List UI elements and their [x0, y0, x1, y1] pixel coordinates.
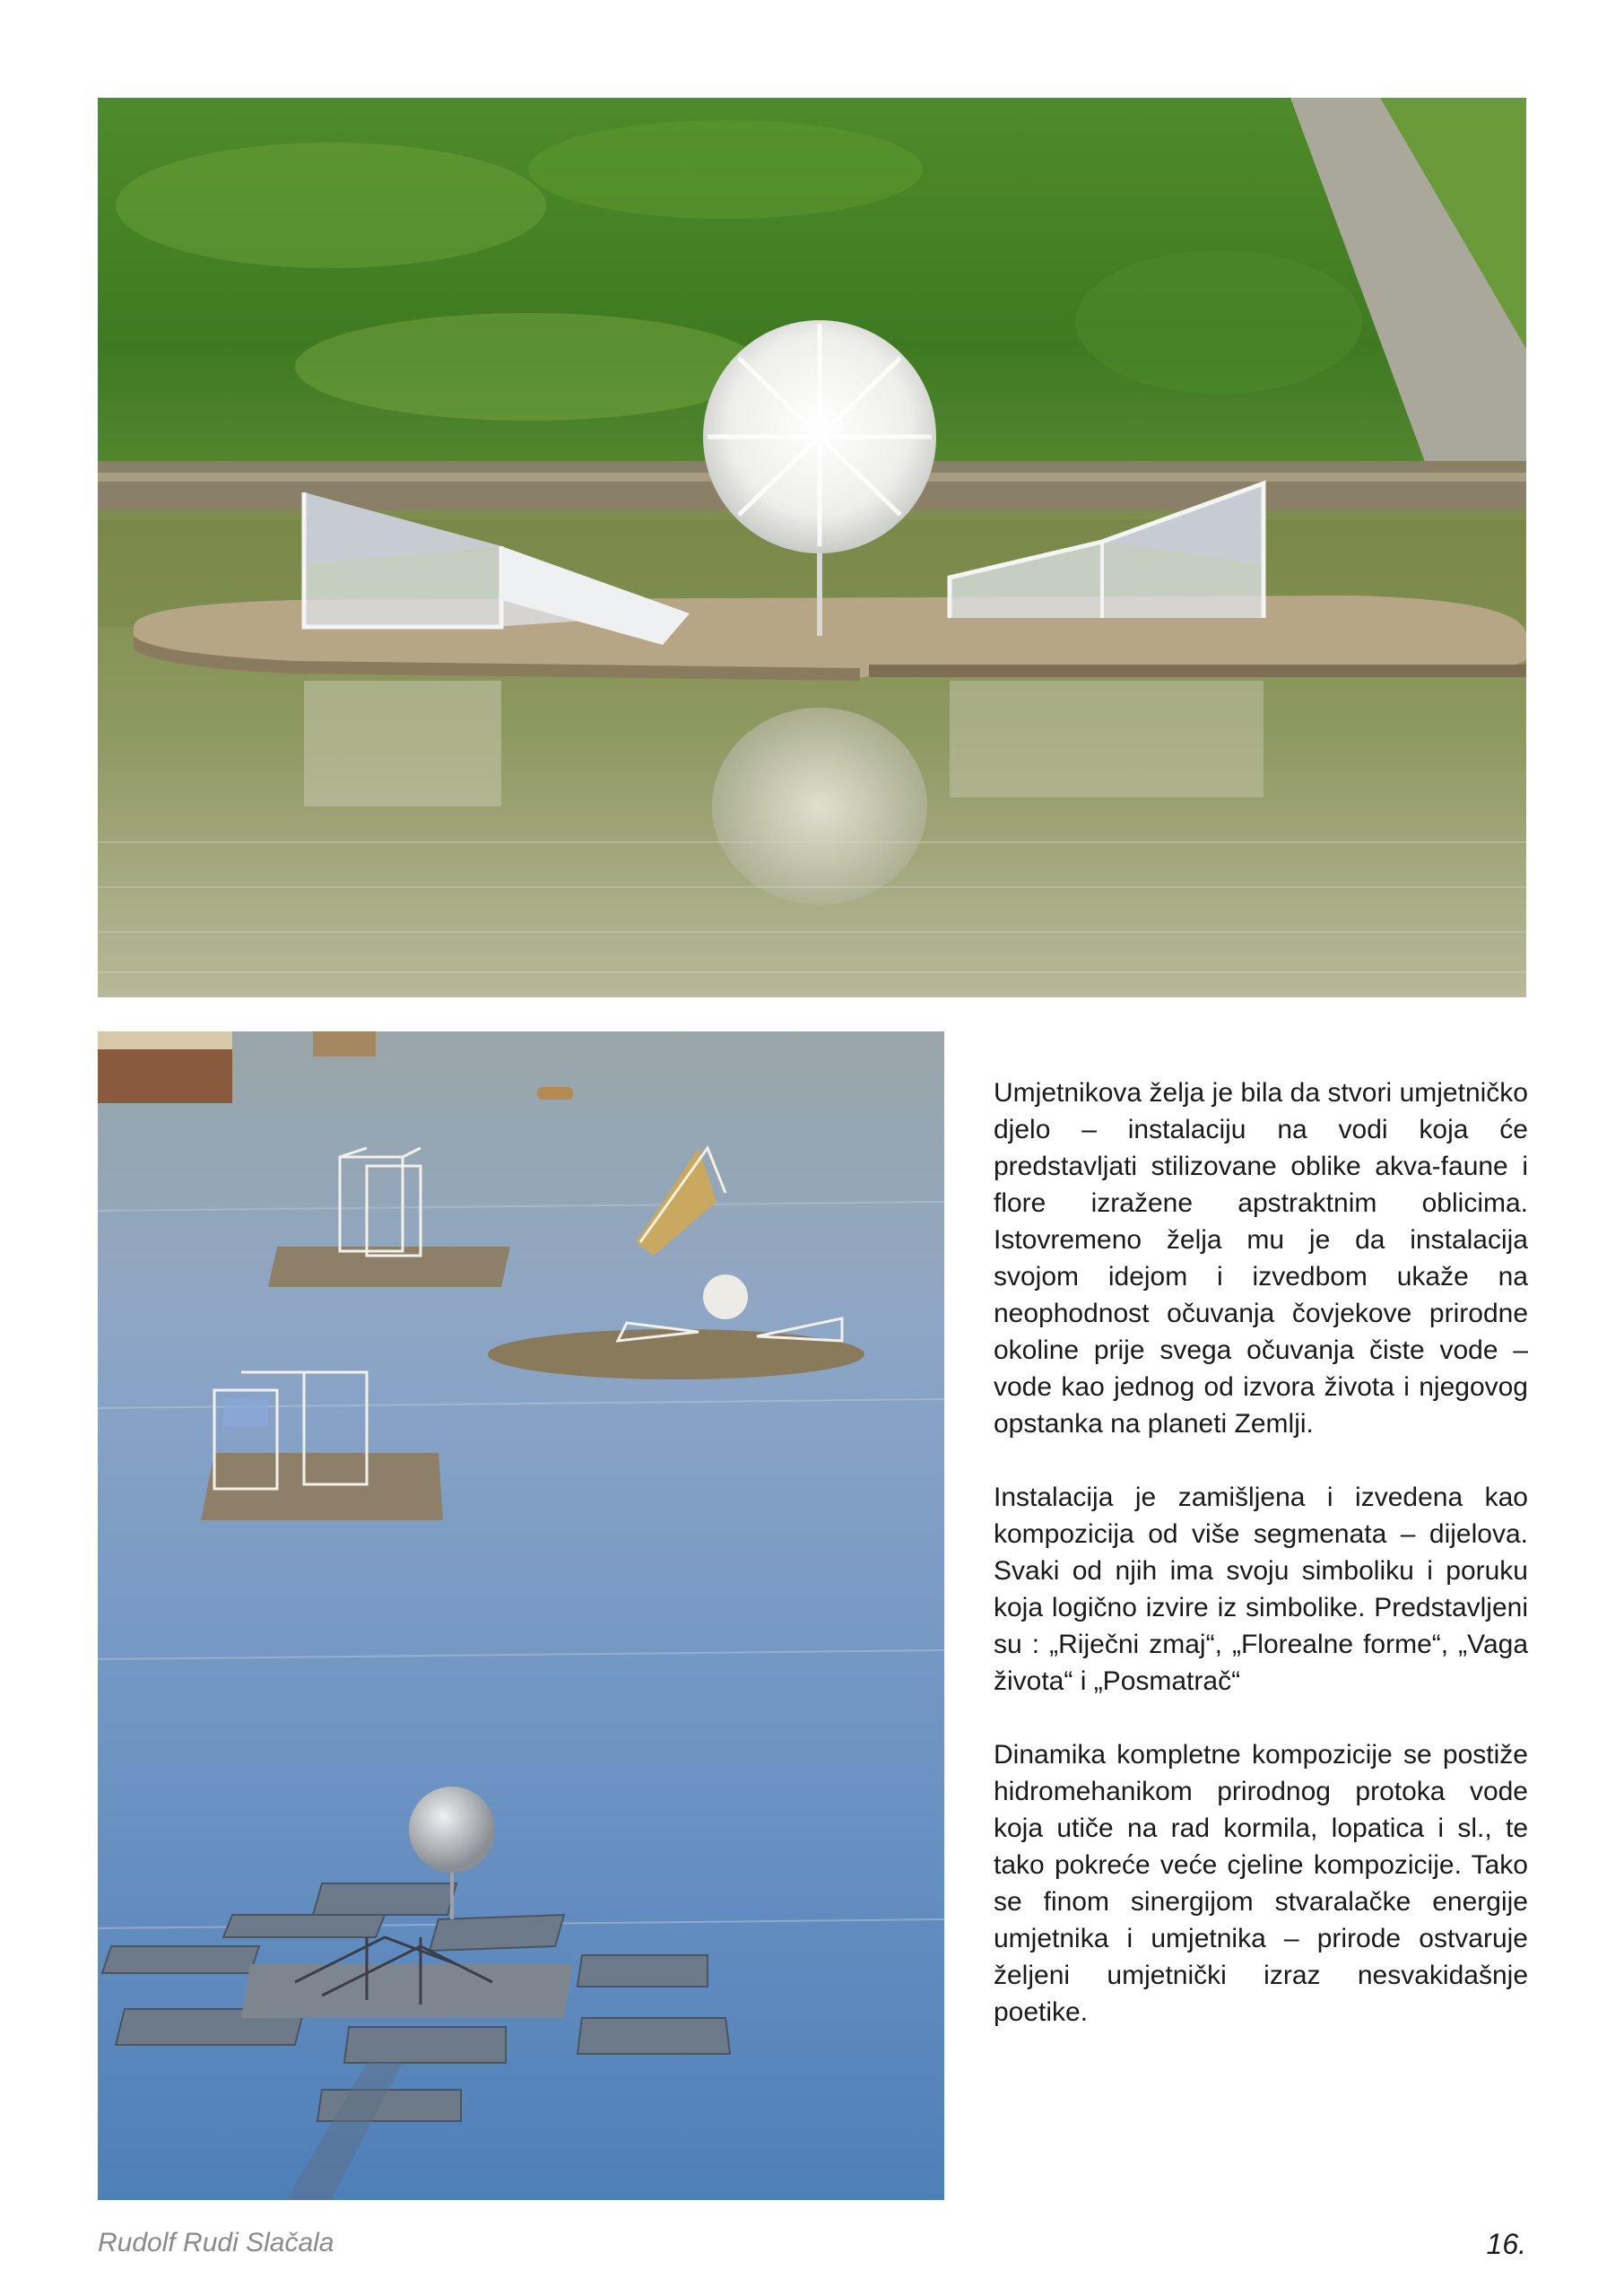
paragraph-artist-intent: Umjetnikova želja je bila da stvori umjetničko djelo – instalaciju na vodi koja će predstavljati stilizovane oblike akva-faune i flore izražene apstraktnim oblicima. Istovremeno želja mu je da instalacija svojom idejom i izvedbom ukaže na neophodnost očuvanja čovjekove prirodne okoline prije svega očuvanja čiste vode – vode kao jednog od izvora života i njegovog opstanka na planeti Zemlji.	[994, 1078, 1528, 1439]
sphere-reflection	[712, 708, 927, 905]
small-boat	[537, 1087, 573, 1100]
observer-main-platform	[241, 1964, 573, 2018]
silver-observer-ball	[409, 1787, 495, 1873]
small-dandelion-sphere	[703, 1274, 748, 1319]
paragraph-dynamics: Dinamika kompletne kompozicije se postiže hidromehanikom prirodnog protoka vode koja utiče na rad kormila, lopatica i sl., te tako pokreće veće cjeline kompozicije. Tako se finom sinergijom stvaralačke energije umjetnika i umjetnika – prirode ostvaruje željeni umjetnički izraz nesvakidašnje poetike.	[994, 1740, 1528, 2027]
bottom-photo-graphic	[98, 1031, 944, 2200]
bottom-photo	[98, 1031, 944, 2200]
paragraph-composition: Instalacija je zamišljena i izvedena kao kompozicija od više segmenata – dijelova. Svaki od njih ima svoju simboliku i poruku koja logično izvire iz simbolike. Predstavljeni su : „Riječni zmaj“, „Florealne forme“, „Vaga života“ i „Posmatrač“	[994, 1483, 1528, 1696]
footer-author: Rudolf Rudi Slačala	[98, 2228, 334, 2257]
article-text	[994, 1074, 1528, 2031]
platform-floreal-forms-1	[268, 1247, 510, 1287]
platform-scale-of-life	[488, 1329, 864, 1379]
page-number: 16.	[1486, 2228, 1526, 2260]
top-photo-graphic	[98, 98, 1526, 997]
platform-floreal-forms-2	[201, 1453, 443, 1520]
top-photo	[98, 98, 1526, 997]
